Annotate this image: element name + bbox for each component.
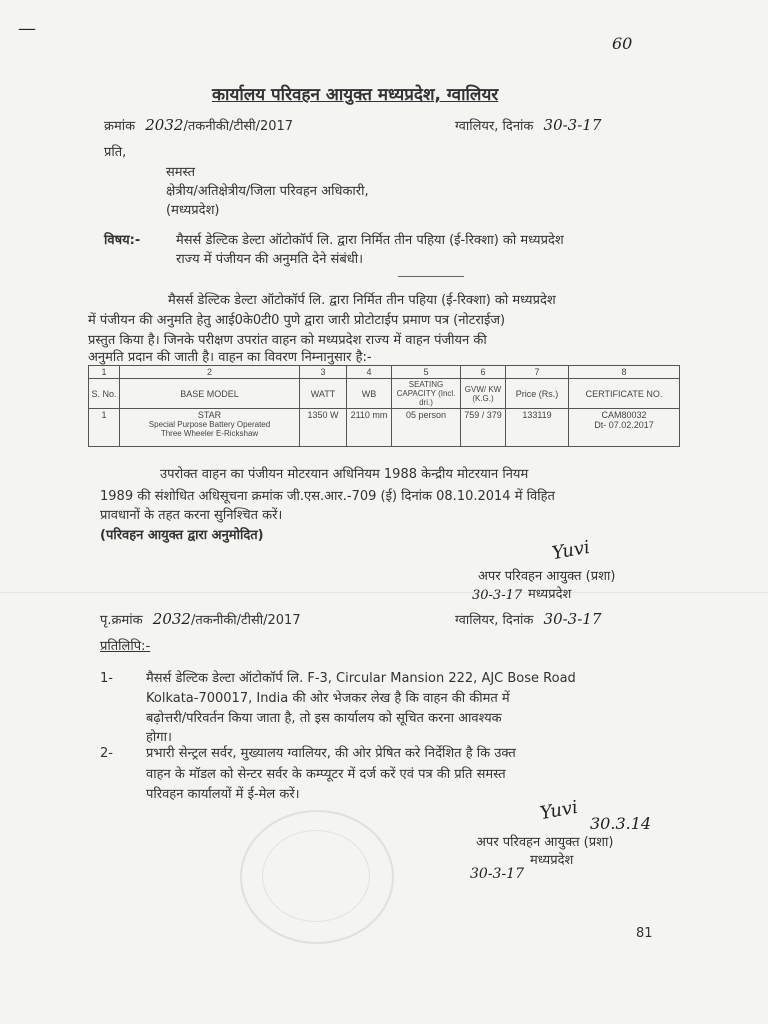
copy-label: प्रतिलिपि:- [100,639,151,654]
cell-watt: 1350 W [300,409,347,447]
signature-date-1: 30-3-17 [472,588,523,603]
col-num: 8 [569,366,680,379]
ref-number: 2032 [145,116,184,134]
col-num: 3 [300,366,347,379]
place-date-label-2: ग्वालियर, दिनांक [455,613,534,628]
body-line-2: में पंजीयन की अनुमति हेतु आई0के0टी0 पुणे द्वारा जारी प्रोटोटाईप प्रमाण पत्र (नोटराईज) [88,313,506,328]
header-watt: WATT [300,379,347,409]
body-line-4: अनुमति प्रदान की जाती है। वाहन का विवरण निम्नानुसार है:- [88,350,372,365]
conclusion-line-2: 1989 की संशोधित अधिसूचना क्रमांक जी.एस.आर.-709 (ई) दिनांक 08.10.2014 में विहित [100,489,555,504]
page-number: 81 [636,926,653,941]
copy-2-line-3: परिवहन कार्यालयों में ई-मेल करें। [146,787,300,802]
copy-2-line-2: वाहन के मॉडल को सेन्टर सर्वर के कम्प्यूटर में दर्ज करें एवं पत्र की प्रति समस्त [146,767,506,782]
cell-certificate [569,409,680,447]
ref2-label: पृ.क्रमांक [100,613,143,628]
header-wb: WB [347,379,392,409]
place-date-2 [455,610,601,630]
vehicle-spec-table [88,365,680,447]
header-price: Price (Rs.) [506,379,569,409]
conclusion-line-1: उपरोक्त वाहन का पंजीयन मोटरयान अधिनियम 1988 केन्द्रीय मोटरयान नियम [160,467,529,482]
header-seating: SEATING CAPACITY (Incl. dri.) [392,379,461,409]
cell-price: 133119 [506,409,569,447]
signatory-state-2: मध्यप्रदेश [530,853,574,868]
col-num: 7 [506,366,569,379]
subject-line-2: राज्य में पंजीयन की अनुमति देने संबंधी। [176,252,364,267]
header-sno: S. No. [89,379,120,409]
table-row [89,409,680,447]
col-num: 5 [392,366,461,379]
to-line-2: क्षेत्रीय/अतिक्षेत्रीय/जिला परिवहन अधिकारी, [166,184,369,199]
subject-line-1: मैसर्स डेल्टिक डेल्टा ऑटोकॉर्प लि. द्वारा निर्मित तीन पहिया (ई-रिक्शा) को मध्यप्रदेश [176,233,564,248]
reference-line-2 [100,610,301,630]
cell-wb: 2110 mm [347,409,392,447]
paper-fold [0,592,768,593]
letter-date: 30-3-17 [543,116,602,134]
reference-line [104,116,293,136]
signatory-title-2: अपर परिवहन आयुक्त (प्रशा) [476,835,614,850]
table-col-number-row [89,366,680,379]
to-line-3: (मध्यप्रदेश) [166,203,220,218]
model-desc-1: Special Purpose Battery Operated [148,420,271,429]
handwritten-page-mark: 60 [612,34,633,53]
certificate-date: Dt- 07.02.2017 [594,420,654,430]
corner-mark: — [18,18,36,39]
header-certificate: CERTIFICATE NO. [569,379,680,409]
certificate-number: CAM80032 [601,410,647,420]
signature-date-2: 30-3-17 [470,866,524,882]
copy-1-line-2: Kolkata-700017, India की ओर भेजकर लेख है कि वाहन की कीमत में [146,691,510,706]
model-desc-2: Three Wheeler E-Rickshaw [160,429,259,438]
copy-1-line-4: होगा। [146,730,172,745]
signatory-state-1: मध्यप्रदेश [528,587,572,602]
col-num: 2 [120,366,300,379]
cell-gvw: 759 / 379 [461,409,506,447]
signature-handwritten-date-2: 30.3.14 [590,814,652,833]
place-date-label: ग्वालियर, दिनांक [455,119,534,134]
table-header-row [89,379,680,409]
conclusion-line-3: प्रावधानों के तहत करना सुनिश्चित करें। [100,508,283,523]
signature-initials-1: Yuvi [550,536,592,565]
signature-initials-2: Yuvi [538,796,580,825]
office-header: कार्यालय परिवहन आयुक्त मध्यप्रदेश, ग्वालियर [212,85,499,105]
body-line-3: प्रस्तुत किया है। जिनके परीक्षण उपरांत वाहन को मध्यप्रदेश राज्य में वाहन पंजीयन की [88,333,487,348]
copy-1-line-1: मैसर्स डेल्टिक डेल्टा ऑटोकॉर्प लि. F-3, Circular Mansion 222, AJC Bose Road [146,671,576,686]
copy-1-number: 1- [100,671,113,686]
ref2-suffix: /तकनीकी/टीसी/2017 [190,613,301,628]
approval-note: (परिवहन आयुक्त द्वारा अनुमोदित) [100,528,264,543]
copy-1-line-3: बढ़ोत्तरी/परिवर्तन किया जाता है, तो इस कार्यालय को सूचित करना आवश्यक [146,711,502,726]
signatory-title-1: अपर परिवहन आयुक्त (प्रशा) [478,569,616,584]
header-base-model: BASE MODEL [120,379,300,409]
copy-2-line-1: प्रभारी सेन्ट्रल सर्वर, मुख्यालय ग्वालियर, की ओर प्रेषित करे निर्देशित है कि उक्त [146,746,516,761]
letter-date-2: 30-3-17 [543,610,602,628]
ref2-number: 2032 [152,610,191,628]
to-line-1: समस्त [166,165,196,180]
body-line-1: मैसर्स डेल्टिक डेल्टा ऑटोकॉर्प लि. द्वारा निर्मित तीन पहिया (ई-रिक्शा) को मध्यप्रदेश [168,293,556,308]
to-label: प्रति, [104,145,127,160]
col-num: 6 [461,366,506,379]
cell-seating: 05 person [392,409,461,447]
separator-rule [398,276,464,277]
cell-sno: 1 [89,409,120,447]
official-seal-inner-ring [262,830,370,922]
model-name: STAR [197,410,222,420]
col-num: 1 [89,366,120,379]
header-gvw: GVW/ KW (K.G.) [461,379,506,409]
copy-2-number: 2- [100,746,113,761]
place-date [455,116,601,136]
col-num: 4 [347,366,392,379]
cell-model [120,409,300,447]
ref-suffix: /तकनीकी/टीसी/2017 [183,119,294,134]
ref-label: क्रमांक [104,119,136,134]
subject-label: विषय:- [104,233,141,248]
